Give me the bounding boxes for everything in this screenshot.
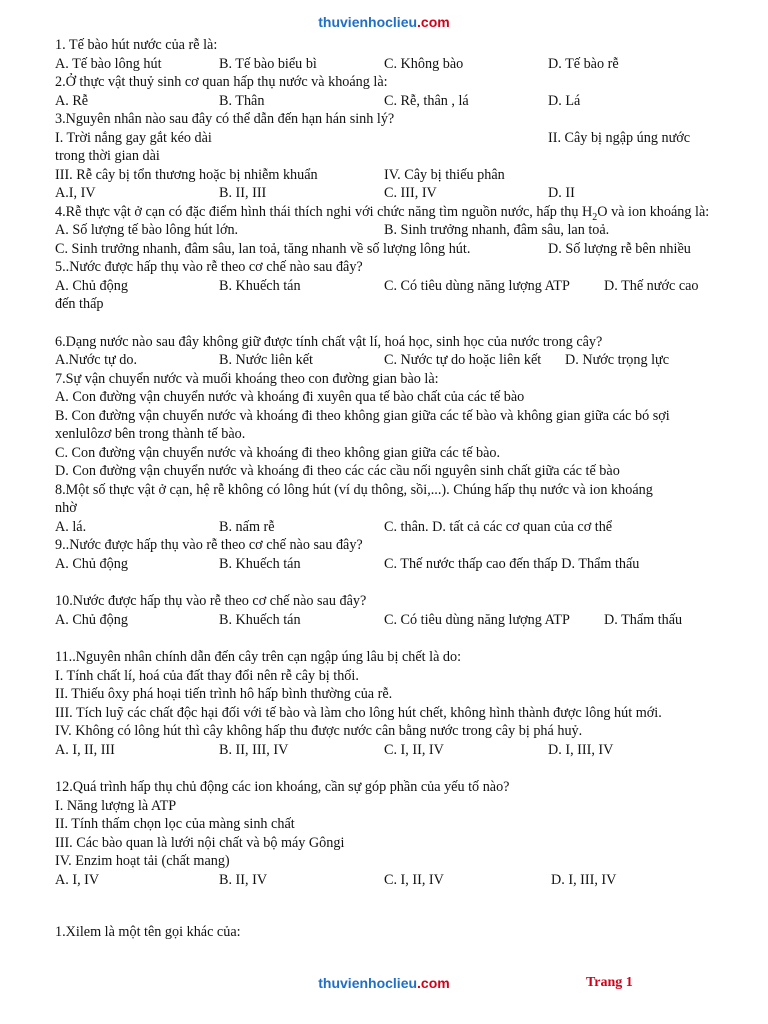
q11-options xyxy=(55,741,735,760)
q12-option-b: B. II, IV xyxy=(219,871,268,888)
q3-statements-1 xyxy=(55,129,735,148)
q7-option-c: C. Con đường vận chuyển nước và khoáng đi theo không gian giữa các tế bào. xyxy=(55,444,501,461)
q4-option-d: D. Số lượng rễ bên nhiều xyxy=(548,240,691,257)
site-name-part1: thuvienhoclieu xyxy=(318,14,418,30)
q8-option-b: B. nấm rễ xyxy=(219,518,275,535)
page-number: Trang 1 xyxy=(586,975,633,990)
q3-statement-4: IV. Cây bị thiếu phân xyxy=(384,166,505,183)
q2-stem: 2.Ở thực vật thuỷ sinh cơ quan hấp thụ nước và khoáng là: xyxy=(55,74,388,90)
q4-stem: 4.Rễ thực vật ở cạn có đặc điểm hình thái thích nghi với chức năng tìm nguồn nước, hấp thụ $H_2O$ và ion khoáng là: xyxy=(55,203,710,223)
q4-option-a: A. Số lượng tế bào lông hút lớn. xyxy=(55,222,239,238)
q7-stem: 7.Sự vận chuyển nước và muối khoáng theo con đường gian bào là: xyxy=(55,370,439,387)
q3-statement-2: II. Cây bị ngập úng nước xyxy=(548,129,691,146)
q5-option-d: D. Thế nước cao xyxy=(604,277,699,294)
q10-option-c: C. Có tiêu dùng năng lượng ATP xyxy=(384,611,570,628)
q12-options xyxy=(55,871,735,890)
q8-options xyxy=(55,518,735,537)
q8-stem-cont: nhờ xyxy=(55,500,77,516)
q6-option-c: C. Nước tự do hoặc liên kết xyxy=(384,352,542,368)
q12-option-c: C. I, II, IV xyxy=(384,871,444,888)
q11-option-d: D. I, III, IV xyxy=(548,741,614,758)
q3-option-d: D. II xyxy=(548,185,575,201)
site-header xyxy=(0,14,768,30)
q7-option-a: A. Con đường vận chuyển nước và khoáng đi xuyên qua tế bào chất của các tế bào xyxy=(55,389,525,405)
q11-statement-3: III. Tích luỹ các chất độc hại đối với tế bào và làm cho lông hút chết, không hình thành được lông hút mới. xyxy=(55,704,662,721)
q3-statement-3: III. Rễ cây bị tổn thương hoặc bị nhiễm khuẩn xyxy=(55,166,318,183)
q11-statement-2: II. Thiếu ôxy phá hoại tiến trình hô hấp bình thường của rễ. xyxy=(55,686,393,702)
q3-statements-2 xyxy=(55,166,735,185)
q8-option-cd: C. thân. D. tất cả các cơ quan của cơ thể xyxy=(384,518,613,535)
site-footer xyxy=(0,975,768,991)
q12-statement-4: IV. Enzim hoạt tải (chất mang) xyxy=(55,853,230,869)
q5-option-b: B. Khuếch tán xyxy=(219,277,301,294)
q11-option-a: A. I, II, III xyxy=(55,741,115,758)
q10-options xyxy=(55,611,735,630)
q11-option-b: B. II, III, IV xyxy=(219,741,289,758)
footer-site-part2: .com xyxy=(417,975,450,991)
q1-stem: 1. Tế bào hút nước của rễ là: xyxy=(55,37,218,53)
q11-statement-1: I. Tính chất lí, hoá của đất thay đổi nên rễ cây bị thối. xyxy=(55,667,359,684)
q12-statement-2: II. Tính thấm chọn lọc của màng sinh chất xyxy=(55,816,295,832)
q5-stem: 5..Nước được hấp thụ vào rễ theo cơ chế nào sau đây? xyxy=(55,259,363,275)
q9-options xyxy=(55,555,735,574)
q7-option-b: B. Con đường vận chuyển nước và khoáng đi theo không gian giữa các tế bào và không gian giữa các bó sợi xyxy=(55,407,670,424)
q6-option-d: D. Nước trọng lực xyxy=(565,352,670,368)
q3-options xyxy=(55,184,735,203)
q11-stem: 11..Nguyên nhân chính dẫn đến cây trên cạn ngập úng lâu bị chết là do: xyxy=(55,649,462,665)
q4-option-b: B. Sinh trưởng nhanh, đâm sâu, lan toả. xyxy=(384,222,610,238)
q12-option-d: D. I, III, IV xyxy=(551,871,617,888)
q2-options xyxy=(55,92,735,111)
q2-option-d: D. Lá xyxy=(548,92,581,109)
q3-statement-2-cont: trong thời gian dài xyxy=(55,148,160,164)
q9-stem: 9..Nước được hấp thụ vào rễ theo cơ chế nào sau đây? xyxy=(55,537,363,553)
q5-options xyxy=(55,277,735,296)
q6-stem: 6.Dạng nước nào sau đây không giữ được tính chất vật lí, hoá học, sinh học của nước trong cây? xyxy=(55,333,603,350)
q2-option-b: B. Thân xyxy=(219,92,265,109)
q3-option-b: B. II, III xyxy=(219,185,267,201)
q11-statement-4: IV. Không có lông hút thì cây không hấp thu được nước cân bằng nước trong cây bị phá huỷ. xyxy=(55,723,583,739)
q9-option-cd: C. Thế nước thấp cao đến thấp D. Thẩm thấu xyxy=(384,555,640,572)
q3-option-c: C. III, IV xyxy=(384,185,437,201)
question-list xyxy=(55,36,735,942)
q6-options xyxy=(55,351,735,370)
q3-option-a: A.I, IV xyxy=(55,185,96,201)
q5-option-d-cont: đến thấp xyxy=(55,296,104,312)
q7-option-d: D. Con đường vận chuyển nước và khoáng đi theo các các cầu nối nguyên sinh chất giữa các tế bào xyxy=(55,463,620,479)
q10-option-b: B. Khuếch tán xyxy=(219,611,301,628)
q3-stem: 3.Nguyên nhân nào sau đây có thể dẫn đến hạn hán sinh lý? xyxy=(55,111,395,127)
site-name-part2: .com xyxy=(417,14,450,30)
q2-option-c: C. Rễ, thân , lá xyxy=(384,92,469,109)
q6-option-b: B. Nước liên kết xyxy=(219,352,313,368)
q8-stem: 8.Một số thực vật ở cạn, hệ rễ không có lông hút (ví dụ thông, sồi,...). Chúng hấp thụ nước và ion khoáng xyxy=(55,481,653,498)
q12-statement-1: I. Năng lượng là ATP xyxy=(55,797,177,814)
q12-option-a: A. I, IV xyxy=(55,871,100,888)
q10-option-d: D. Thẩm thấu xyxy=(604,611,683,628)
q11-option-c: C. I, II, IV xyxy=(384,741,444,758)
q7-option-b-cont: xenlulôzơ bên trong thành tế bào. xyxy=(55,426,246,442)
q1-option-d: D. Tế bào rễ xyxy=(548,55,619,72)
q2-option-a: A. Rễ xyxy=(55,92,89,109)
q1-option-c: C. Không bào xyxy=(384,55,464,72)
q5-option-c: C. Có tiêu dùng năng lượng ATP xyxy=(384,277,570,294)
q4-options-cd xyxy=(55,240,735,259)
q6-option-a: A.Nước tự do. xyxy=(55,352,137,368)
q9-option-b: B. Khuếch tán xyxy=(219,555,301,572)
q5-option-a: A. Chủ động xyxy=(55,277,128,294)
footer-site-part1: thuvienhoclieu xyxy=(318,975,418,991)
q4-option-c: C. Sinh trưởng nhanh, đâm sâu, lan toả, tăng nhanh về số lượng lông hút. xyxy=(55,240,471,257)
q10-option-a: A. Chủ động xyxy=(55,611,128,628)
q1-options xyxy=(55,55,735,74)
q10-stem: 10.Nước được hấp thụ vào rễ theo cơ chế nào sau đây? xyxy=(55,593,367,609)
q12-stem: 12.Quá trình hấp thụ chủ động các ion khoáng, cần sự góp phần của yếu tố nào? xyxy=(55,779,510,795)
q1-option-a: A. Tế bào lông hút xyxy=(55,55,162,72)
q9-option-a: A. Chủ động xyxy=(55,555,128,572)
q1-option-b: B. Tế bào biểu bì xyxy=(219,55,317,72)
q13-stem: 1.Xilem là một tên gọi khác của: xyxy=(55,924,241,940)
q8-option-a: A. lá. xyxy=(55,518,87,535)
q4-options-ab xyxy=(55,221,735,240)
q12-statement-3: III. Các bào quan là lưới nội chất và bộ máy Gôngi xyxy=(55,834,345,851)
q3-statement-1: I. Trời nắng gay gắt kéo dài xyxy=(55,129,212,146)
